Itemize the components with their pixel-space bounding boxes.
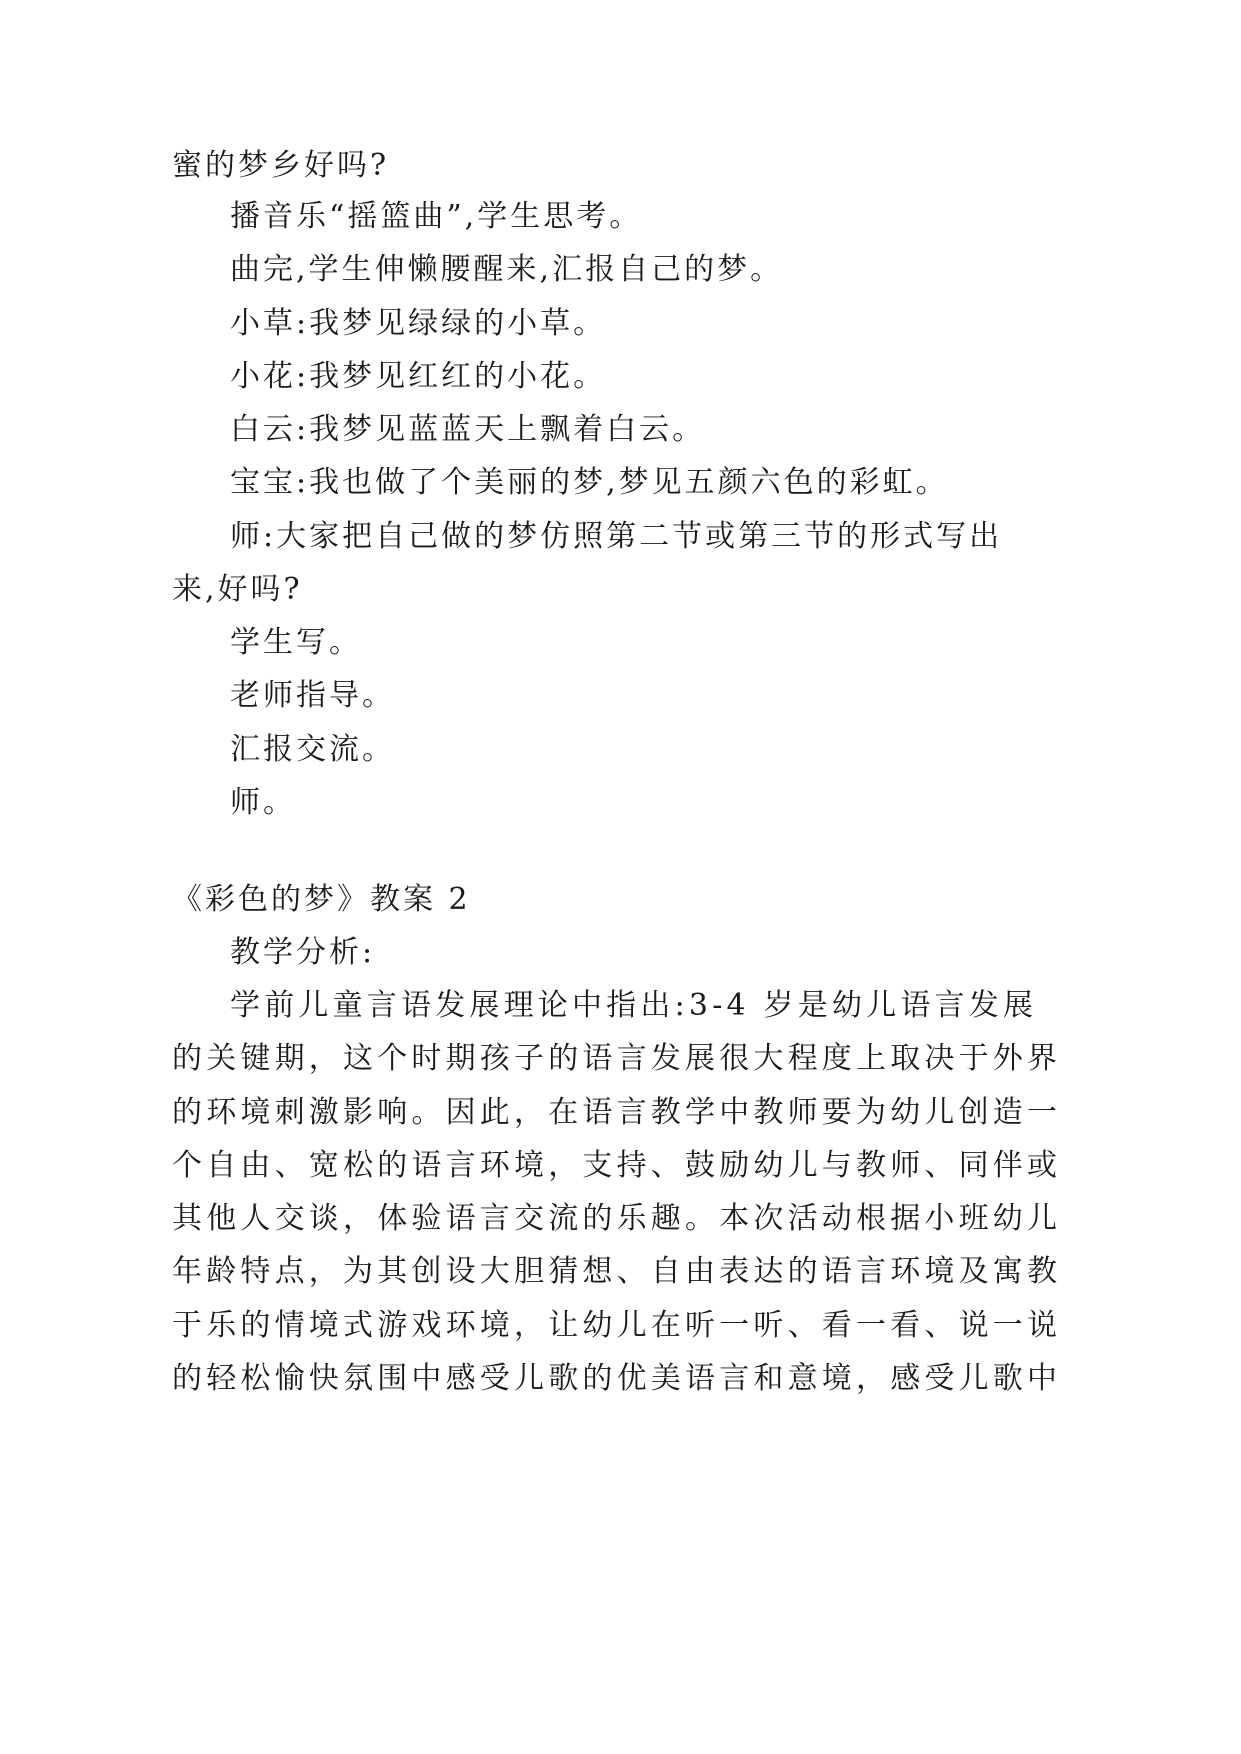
- paragraph: 曲完,学生伸懒腰醒来,汇报自己的梦。: [230, 252, 784, 287]
- paragraph: 播音乐“摇篮曲”,学生思考。: [230, 199, 643, 234]
- subheading: 教学分析:: [230, 935, 376, 970]
- paragraph: 宝宝:我也做了个美丽的梦,梦见五颜六色的彩虹。: [230, 465, 949, 500]
- continued-line: 蜜的梦乡好吗?: [172, 148, 390, 183]
- paragraph-line: 的关键期，这个时期孩子的语言发展很大程度上取决于外界: [172, 1041, 1062, 1076]
- paragraph: 白云:我梦见蓝蓝天上飘着白云。: [230, 412, 706, 447]
- paragraph-line: 来,好吗?: [172, 572, 303, 607]
- paragraph-line: 其他人交谈，体验语言交流的乐趣。本次活动根据小班幼儿: [172, 1201, 1062, 1236]
- paragraph-line: 年龄特点，为其创设大胆猜想、自由表达的语言环境及寓教: [172, 1254, 1062, 1289]
- paragraph: 小草:我梦见绿绿的小草。: [230, 306, 607, 341]
- paragraph-line: 于乐的情境式游戏环境，让幼儿在听一听、看一看、说一说: [172, 1308, 1062, 1343]
- paragraph: 学生写。: [230, 625, 362, 660]
- paragraph: 汇报交流。: [230, 732, 395, 767]
- paragraph: 师。: [230, 785, 296, 820]
- paragraph: 老师指导。: [230, 678, 395, 713]
- paragraph-line: 师:大家把自己做的梦仿照第二节或第三节的形式写出: [230, 519, 1003, 554]
- paragraph-line: 学前儿童言语发展理论中指出:3-4 岁是幼儿语言发展: [230, 988, 1038, 1023]
- paragraph-line: 个自由、宽松的语言环境，支持、鼓励幼儿与教师、同伴或: [172, 1148, 1062, 1183]
- section-title: 《彩色的梦》教案 2: [172, 882, 471, 917]
- paragraph-line: 的环境刺激影响。因此，在语言教学中教师要为幼儿创造一: [172, 1095, 1062, 1130]
- paragraph-line: 的轻松愉快氛围中感受儿歌的优美语言和意境，感受儿歌中: [172, 1361, 1062, 1396]
- paragraph: 小花:我梦见红红的小花。: [230, 359, 607, 394]
